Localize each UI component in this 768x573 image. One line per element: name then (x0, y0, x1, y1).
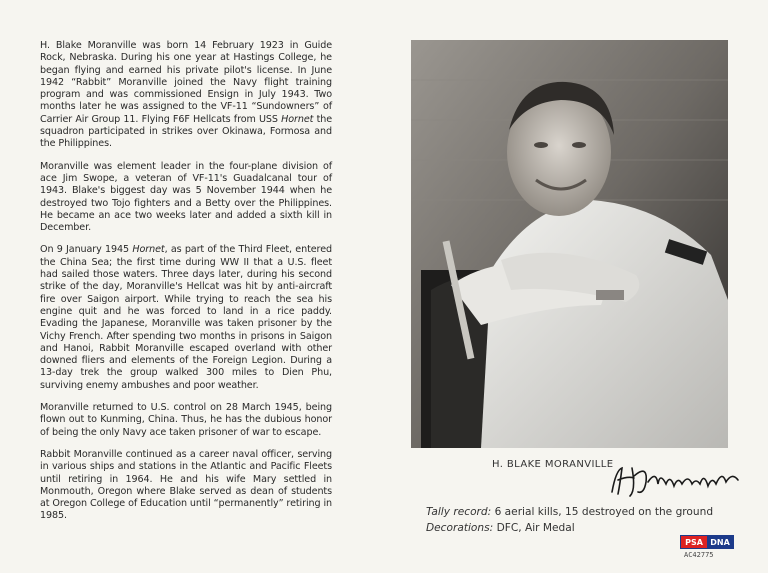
bio-paragraph-4: Moranville returned to U.S. control on 28 March 1945, being flown out to Kunming, China. Thus, he has the dubious honor of being the only Navy ace taken prisoner of war to escape. (40, 402, 332, 438)
bio-paragraph-3: On 9 January 1945 Hornet, as part of the Third Fleet, entered the China Sea; the first time during WW II that a U.S. fleet had sailed those waters. Three days later, during his second strike of the day, Moranville's Hellcat was hit by anti-aircraft fire over Saigon airport. While trying to reach the sea his engine quit and he was forced to land in a rice paddy. Evading the Japanese, Moranville was taken prisoner by the Vichy French. After spending two months in prisons in Saigon and Hanoi, Rabbit Moranville escaped overland with other downed fliers and elements of the Foreign Legion. During a 13-day trek the group walked 300 miles to Dien Phu, surviving enemy ambushes and poor weather. (40, 244, 332, 391)
biography-text (40, 40, 332, 533)
psa-label: PSA (681, 536, 707, 548)
certificate-number: AC42775 (684, 551, 714, 559)
dna-label: DNA (707, 536, 733, 548)
bio-paragraph-5: Rabbit Moranville continued as a career naval officer, serving in various ships and stations in the Atlantic and Pacific Fleets until retiring in 1964. He and his wife Mary settled in Monmouth, Oregon where Blake served as dean of students at Oregon College of Education until “permanently” retiring in 1985. (40, 448, 332, 522)
tally-record: Tally record: 6 aerial kills, 15 destroyed on the ground (426, 506, 714, 518)
portrait-photo (411, 40, 728, 448)
photo-caption: H. BLAKE MORANVILLE (492, 459, 614, 470)
decorations: Decorations: DFC, Air Medal (426, 522, 575, 534)
bio-paragraph-2: Moranville was element leader in the four-plane division of ace Jim Swope, a veteran of VF-11's Guadalcanal tour of 1943. Blake's biggest day was 5 November 1944 when he destroyed two Tojo fighters and a Betty over the Philippines. He became an ace two weeks later and added a sixth kill in December. (40, 160, 332, 234)
psa-dna-logo (680, 535, 734, 549)
autograph-signature (608, 460, 742, 500)
portrait-photo-image (411, 40, 728, 448)
bio-paragraph-1: H. Blake Moranville was born 14 February 1923 in Guide Rock, Nebraska. During his one year at Hastings College, he began flying and earned his private pilot's license. In June 1942 “Rabbit” Moranville joined the Navy flight training program and was commissioned Ensign in July 1943. Two months later he was assigned to the VF-11 “Sundowners” of Carrier Air Group 11. Flying F6F Hellcats from USS Hornet the squadron participated in strikes over Okinawa, Formosa and the Philippines. (40, 40, 333, 150)
